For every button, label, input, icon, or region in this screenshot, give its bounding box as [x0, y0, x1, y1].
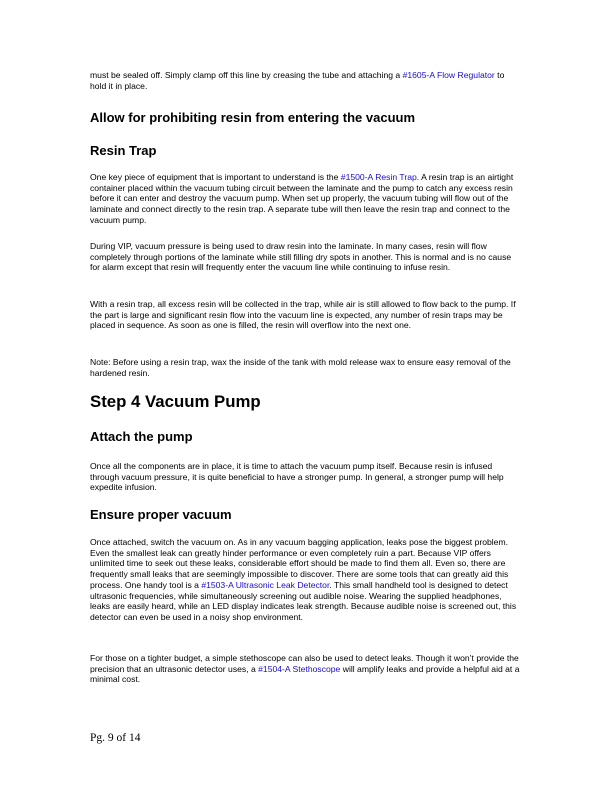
- text-segment: Once attached, switch the vacuum on. As in any vacuum bagging application, leaks pose the biggest problem. Even the smallest leak can greatly hinder performance or even completely ruin a part. Because VIP offers unlimited time to seek out these leaks, considerable effort should be made to find them all. Even so, there are frequently small leaks that are seemingly impossible to discover. There are some tools that can greatly aid this process. One handy tool is a: [90, 537, 509, 590]
- heading-step-4: Step 4 Vacuum Pump: [90, 392, 261, 411]
- paragraph-flow-regulator: [90, 70, 522, 91]
- text-segment: For those on a tighter budget, a simple stethoscope can also be used to detect leaks. Though it won’t provide the precision that an ultrasonic detector uses, a: [90, 653, 519, 674]
- paragraph-attach-pump: Once all the components are in place, it is time to attach the vacuum pump itself. Because resin is infused through vacuum pressure, it is quite beneficial to have a stronger pump. In general, a stronger pump will help expedite infusion.: [90, 461, 504, 493]
- paragraph-note: Note: Before using a resin trap, wax the inside of the tank with mold release wax to ensure easy removal of the hardened resin.: [90, 357, 511, 378]
- text-segment: to hold it in place.: [90, 70, 505, 91]
- paragraph-stethoscope: [90, 653, 522, 685]
- text-segment: One key piece of equipment that is important to understand is the: [90, 172, 341, 182]
- text-segment: . A resin trap is an airtight container placed within the vacuum tubing circuit between the laminate and the pump to catch any excess resin before it can enter and destroy the vacuum pump. When set up properly, the vacuum tubing will flow out of the laminate and connect directly to the resin trap. A separate tube will then leave the resin trap and connect to the vacuum pump.: [90, 172, 514, 225]
- paragraph-resin-trap-intro: [90, 172, 522, 226]
- link-resin-trap[interactable]: #1500-A Resin Trap: [340, 172, 417, 182]
- heading-ensure-vacuum: Ensure proper vacuum: [90, 507, 232, 522]
- link-stethoscope[interactable]: #1504-A Stethoscope: [258, 663, 341, 674]
- text-segment: will amplify leaks and provide a helpful aid at a minimal cost.: [90, 663, 520, 685]
- link-flow-regulator[interactable]: #1605-A Flow Regulator: [402, 70, 495, 80]
- text-segment: . This small handheld tool is designed to detect ultrasonic frequencies, while simultaneously screening out audible noise. Wearing the supplied headphones, leaks are easily heard, while an LED display indicates leak strength. Because audible noise is screened out, this detector can even be used in a noisy shop environment.: [90, 579, 517, 622]
- text-segment: must be sealed off. Simply clamp off this line by creasing the tube and attaching a: [90, 70, 403, 80]
- paragraph-during-vip: During VIP, vacuum pressure is being used to draw resin into the laminate. In many cases, resin will flow completely through portions of the laminate while still filling dry spots in another. This is normal and is no cause for alarm except that resin will frequently enter the vacuum line while continuing to infuse resin.: [90, 241, 512, 273]
- paragraph-with-resin-trap: With a resin trap, all excess resin will be collected in the trap, while air is still allowed to flow back to the pump. If the part is large and significant resin flow into the vacuum line is expected, any number of resin traps may be placed in sequence. As soon as one is filled, the resin will overflow into the next one.: [90, 299, 516, 331]
- page-number: Pg. 9 of 14: [90, 732, 141, 744]
- heading-resin-trap: Resin Trap: [90, 143, 157, 158]
- link-ultrasonic-leak-detector[interactable]: #1503-A Ultrasonic Leak Detector: [201, 579, 330, 590]
- heading-prohibit-resin: Allow for prohibiting resin from entering the vacuum: [90, 110, 416, 125]
- paragraph-leak-detector: [90, 537, 522, 623]
- heading-attach-pump: Attach the pump: [90, 429, 193, 444]
